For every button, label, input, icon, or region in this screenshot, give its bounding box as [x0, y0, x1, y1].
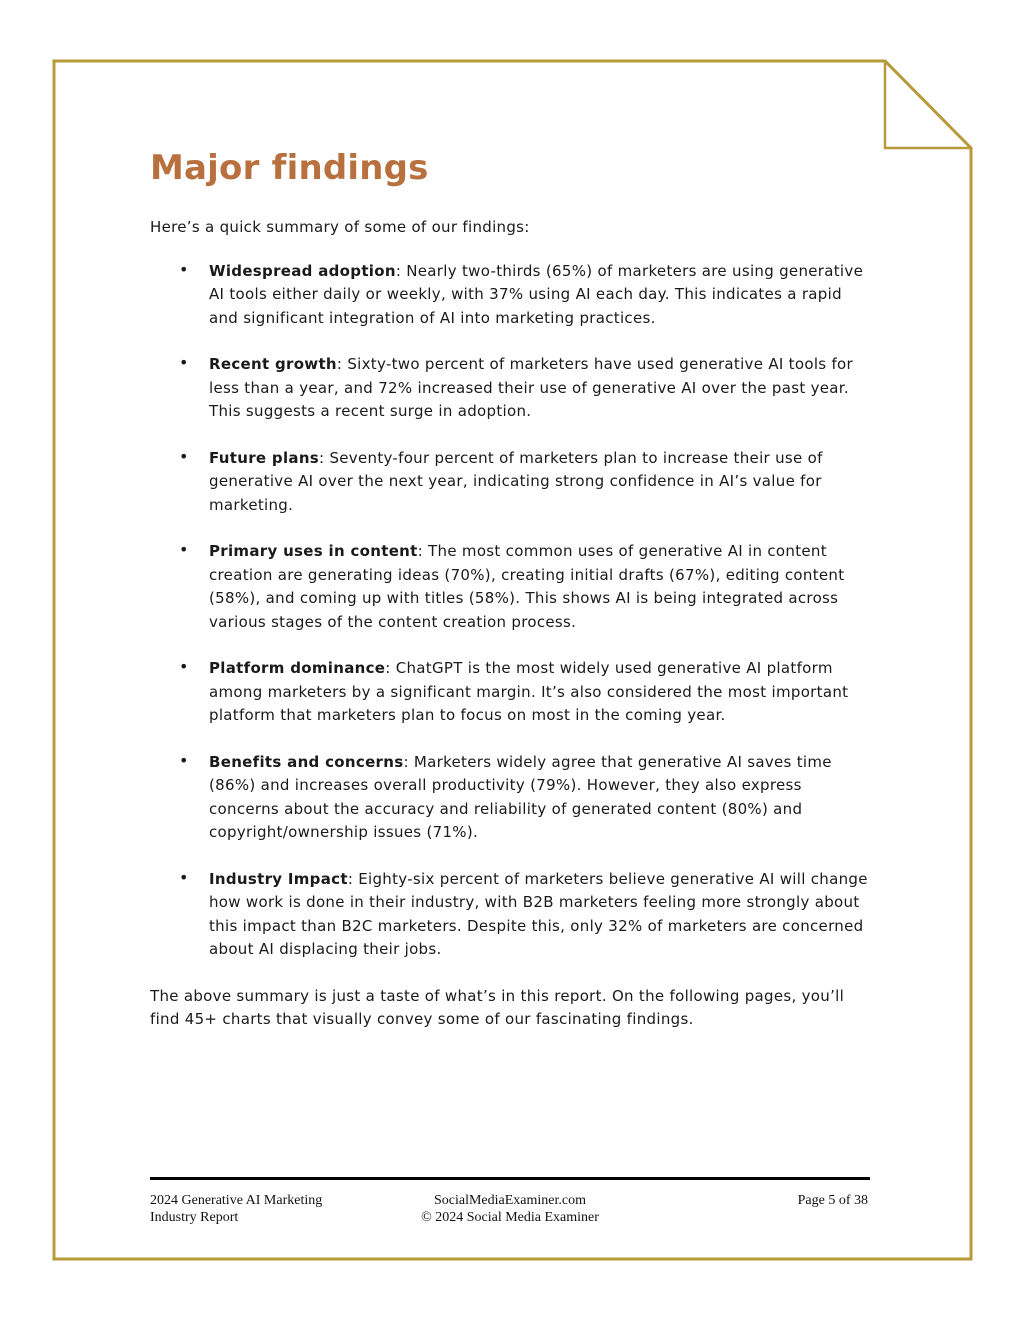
footer-left-line1: 2024 Generative AI Marketing — [150, 1193, 323, 1208]
footer-report-title — [150, 1192, 400, 1226]
finding-term: Primary uses in content — [209, 542, 418, 560]
outro-paragraph: The above summary is just a taste of what’s in this report. On the following pages, you’ll find 45+ charts that visually convey some of our fascinating findings. — [150, 986, 845, 1028]
finding-term: Widespread adoption — [209, 261, 396, 280]
footer-publisher — [370, 1192, 650, 1226]
finding-term: Benefits and concerns — [209, 752, 404, 771]
bullet-icon: • — [179, 259, 189, 279]
finding-text: : Sixty-two percent of marketers have used generative AI tools for less than a year, and 72% increased their use of generative AI over the past year. This suggests a recent surge in adoption. — [209, 355, 853, 420]
list-item — [150, 868, 872, 962]
footer-website: SocialMediaExaminer.com — [433, 1193, 586, 1208]
bullet-icon: • — [179, 750, 189, 770]
footer-copyright: © 2024 Social Media Examiner — [421, 1210, 599, 1225]
findings-list — [150, 260, 872, 962]
list-item — [150, 657, 872, 728]
finding-text: : The most common uses of generative AI in content creation are generating ideas (70%), creating initial drafts (67%), editing content (58%), and coming up with titles (58%). This shows AI is being integrated across various stages of the content creation process. — [209, 542, 845, 631]
finding-text: : Marketers widely agree that generative AI saves time (86%) and increases overall productivity (79%). However, they also express concerns about the accuracy and reliability of generated content (80%) and copyright/ownership issues (71%). — [209, 752, 832, 841]
list-item — [150, 353, 872, 424]
finding-text: : ChatGPT is the most widely used generative AI platform among marketers by a significant margin. It’s also considered the most important platform that marketers plan to focus on most in the coming year. — [209, 659, 849, 724]
footer-divider — [150, 1177, 870, 1180]
bullet-icon: • — [179, 446, 189, 466]
main-content — [150, 148, 872, 1032]
finding-text: : Seventy-four percent of marketers plan to increase their use of generative AI over the next year, indicating strong confidence in AI’s value for marketing. — [209, 448, 823, 514]
finding-term: Industry Impact — [209, 869, 348, 888]
footer-page-number — [798, 1192, 868, 1209]
bullet-icon: • — [179, 657, 189, 676]
finding-term: Recent growth — [209, 355, 337, 373]
finding-text: : Nearly two-thirds (65%) of marketers are using generative AI tools either daily or weekly, with 37% using AI each day. This indicates a rapid and significant integration of AI into marketing practices. — [209, 261, 864, 327]
finding-term: Future plans — [209, 448, 320, 467]
footer-left-line2: Industry Report — [150, 1210, 239, 1225]
bullet-icon: • — [179, 867, 189, 887]
list-item — [150, 260, 872, 331]
bullet-icon: • — [179, 540, 189, 559]
finding-term: Platform dominance — [209, 659, 386, 677]
page-number: Page 5 of 38 — [797, 1193, 868, 1208]
list-item — [150, 540, 872, 634]
page-title: Major findings — [150, 148, 429, 188]
intro-paragraph: Here’s a quick summary of some of our findings: — [150, 218, 530, 236]
list-item — [150, 751, 872, 845]
finding-text: : Eighty-six percent of marketers believe generative AI will change how work is done in their industry, with B2B marketers feeling more strongly about this impact than B2C marketers. Despite this, only 32% of marketers are concerned about AI displacing their jobs. — [209, 869, 868, 958]
list-item — [150, 447, 872, 518]
bullet-icon: • — [179, 353, 189, 372]
